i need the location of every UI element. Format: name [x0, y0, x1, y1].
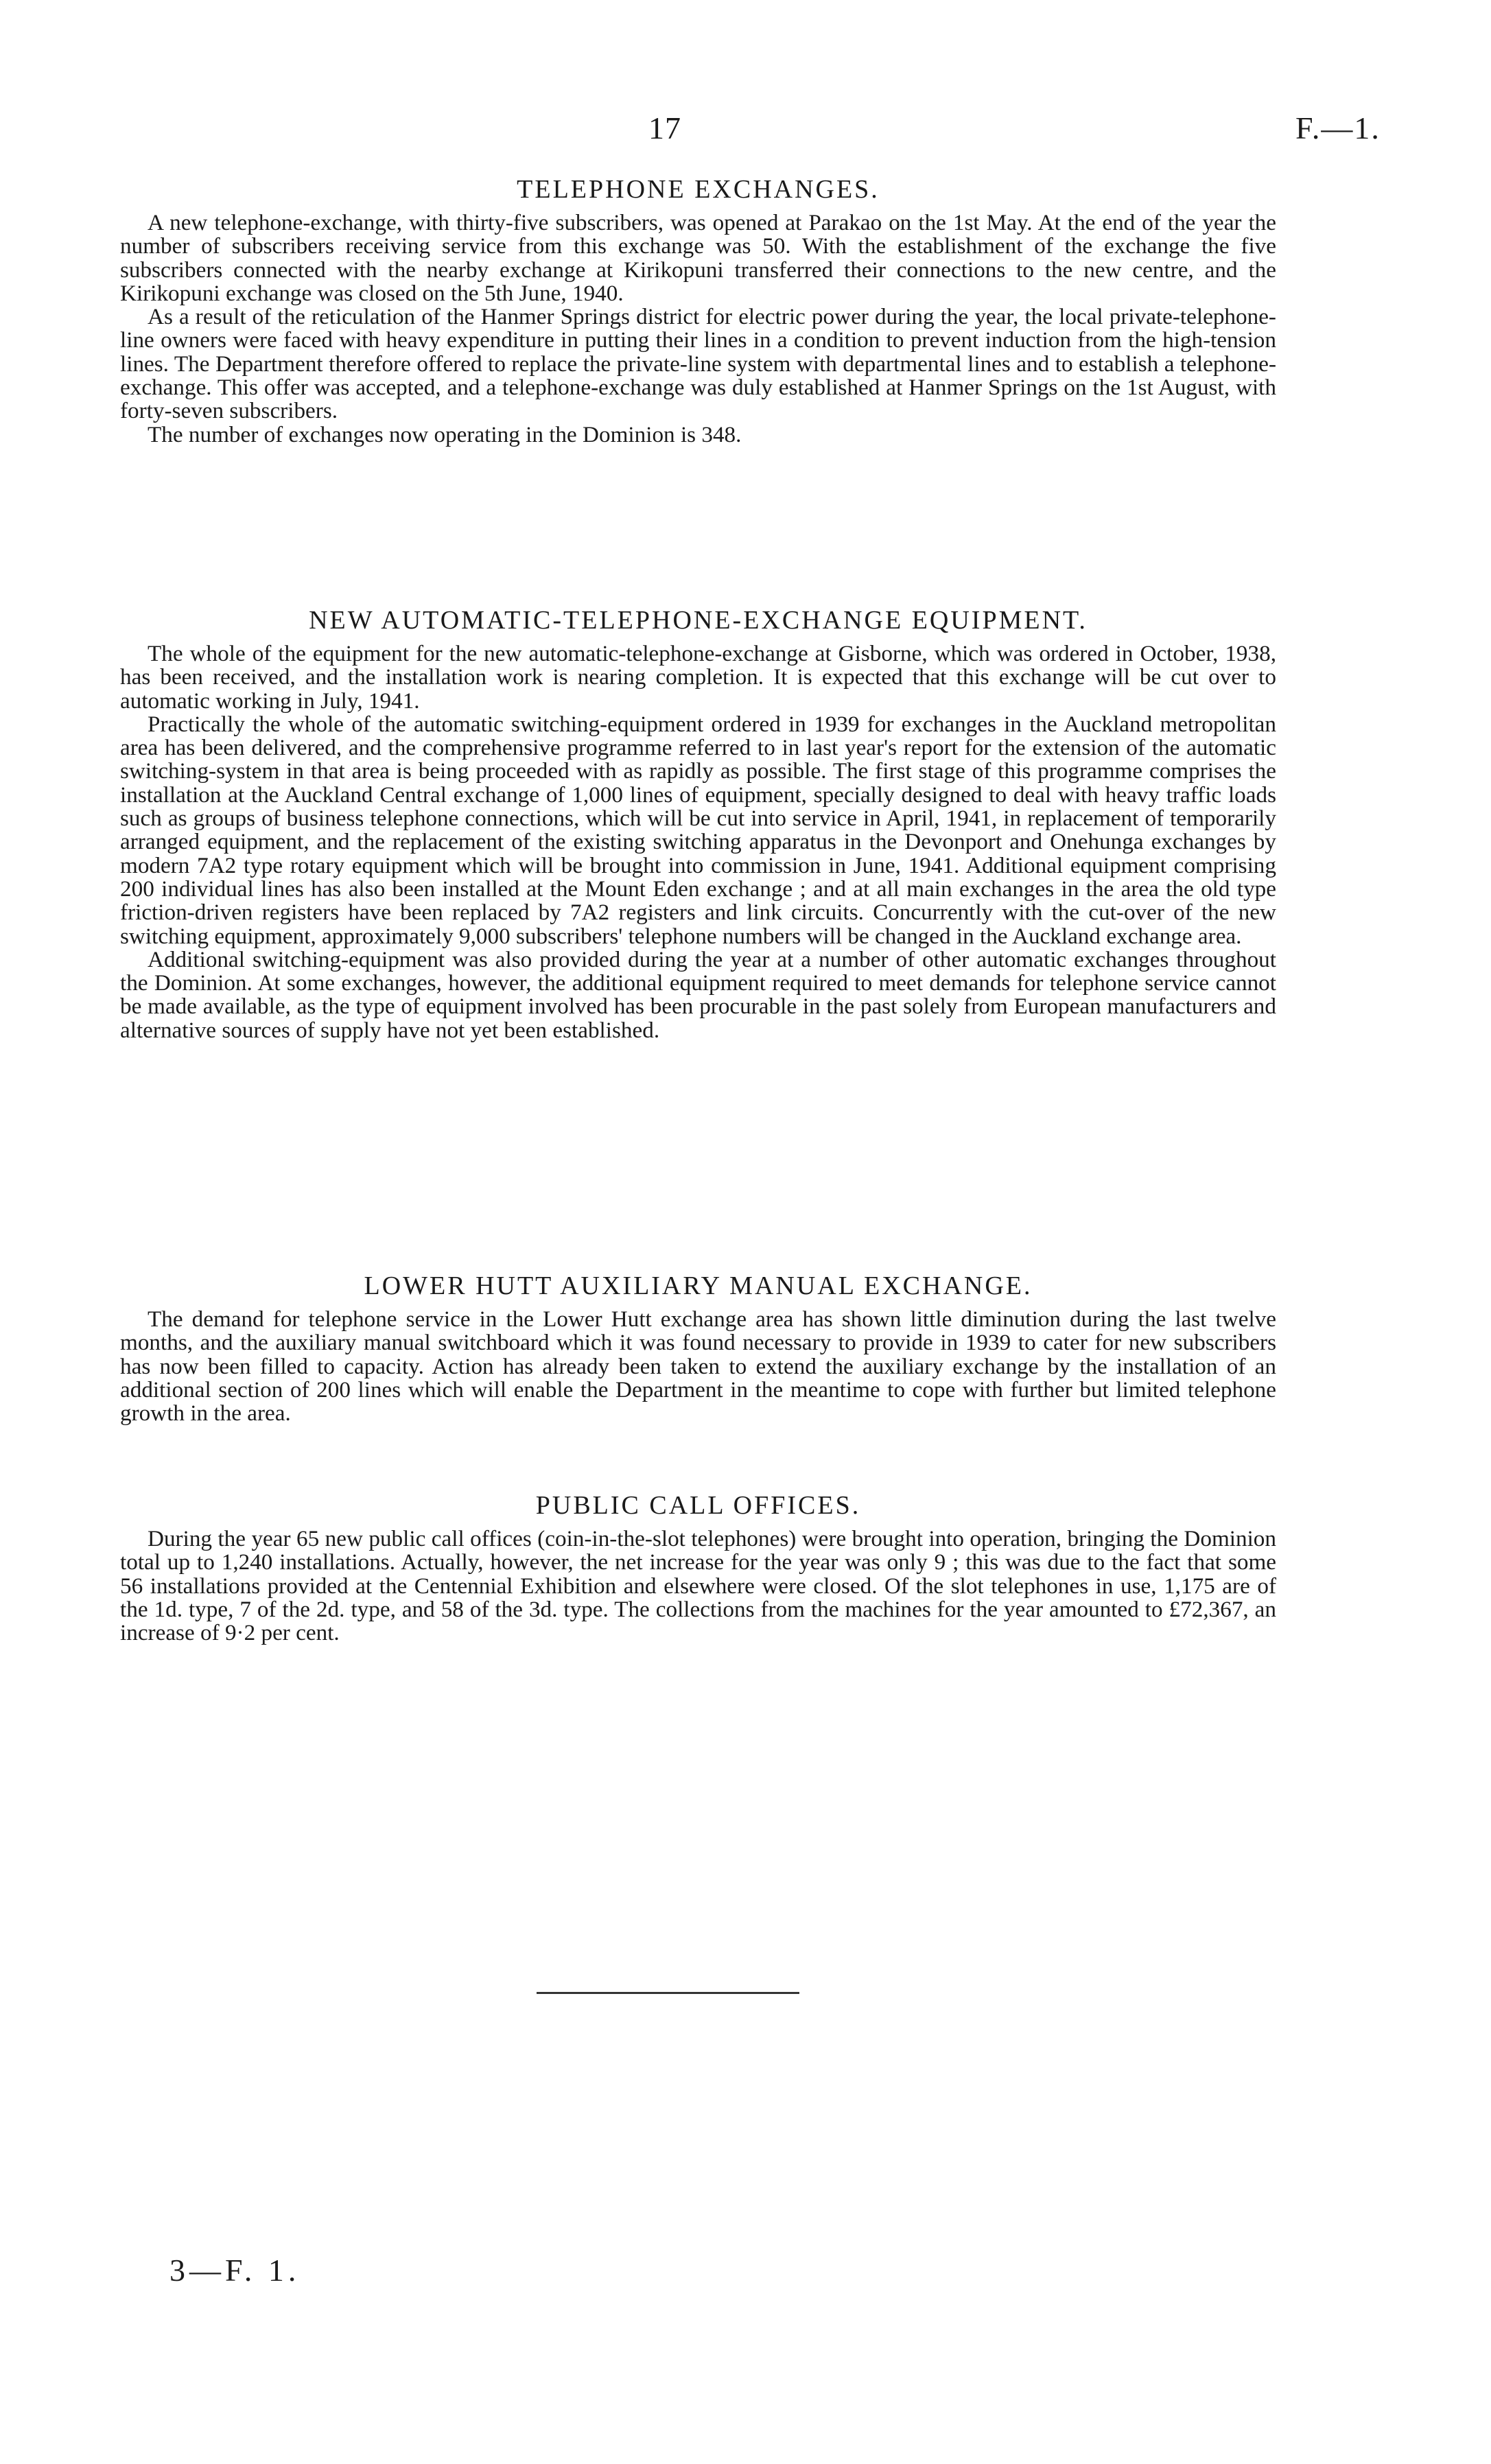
section-public-call-offices	[120, 1489, 1276, 1645]
paragraph: Additional switching-equipment was also provided during the year at a number of other automatic exchanges throughout the Dominion. At some exchanges, however, the additional equipment required to meet demands for telephone service cannot be made available, as the type of equipment involved has been procurable in the past solely from European manufacturers and alternative sources of supply have not yet been established.	[120, 946, 1276, 1043]
section-telephone-exchanges	[120, 173, 1276, 447]
section-heading: PUBLIC CALL OFFICES.	[535, 1491, 861, 1520]
paragraph: During the year 65 new public call offices (coin-in-the-slot telephones) were brought into operation, bringing the Dominion total up to 1,240 installations. Actually, however, the net increase for the year was only 9 ; this was due to the fact that some 56 installations provided at the Centennial Exhibition and elsewhere were closed. Of the slot telephones in use, 1,175 are of the 1d. type, 7 of the 2d. type, and 58 of the 3d. type. The collections from the machines for the year amounted to £72,367, an increase of 9·2 per cent.	[120, 1526, 1276, 1646]
section-automatic-exchange-equipment	[120, 604, 1276, 1042]
page-number: 17	[648, 110, 681, 145]
document-reference: F.—1.	[1295, 110, 1381, 145]
section-heading: LOWER HUTT AUXILIARY MANUAL EXCHANGE.	[364, 1271, 1033, 1300]
section-divider	[537, 1992, 799, 1994]
paragraph: The demand for telephone service in the Lower Hutt exchange area has shown little diminution during the last twelve months, and the auxiliary manual switchboard which it was found necessary to provide in 1939 to cater for new subscribers has now been filled to capacity. Action has already been taken to extend the auxiliary exchange by the installation of an additional section of 200 lines which will enable the Department in the meantime to cope with further but limited telephone growth in the area.	[120, 1306, 1276, 1427]
paragraph: Practically the whole of the automatic switching-equipment ordered in 1939 for exchanges in the Auckland metropolitan area has been delivered, and the comprehensive programme referred to in last year's report for the extension of the automatic switching-system in that area is being proceeded with as rapidly as possible. The first stage of this programme comprises the installation at the Auckland Central exchange of 1,000 lines of equipment, specially designed to deal with heavy traffic loads such as groups of business telephone connections, which will be cut into service in April, 1941, in replacement of temporarily arranged equipment, and the replacement of the existing switching apparatus in the Devonport and Onehunga exchanges by modern 7A2 type rotary equipment which will be brought into commission in June, 1941. Additional equipment comprising 200 individual lines has also been installed at the Mount Eden exchange ; and at all main exchanges in the area the old type friction-driven registers have been replaced by 7A2 registers and link circuits. Concurrently with the cut-over of the new switching equipment, approximately 9,000 subscribers' telephone numbers will be changed in the Auckland exchange area.	[120, 711, 1276, 949]
section-heading: TELEPHONE EXCHANGES.	[517, 175, 880, 204]
paragraph: A new telephone-exchange, with thirty-five subscribers, was opened at Parakao on the 1st May. At the end of the year the number of subscribers receiving service from this exchange was 50. With the establishment of the exchange the five subscribers connected with the nearby exchange at Kirikopuni transferred their connections to the new centre, and the Kirikopuni exchange was closed on the 5th June, 1940.	[120, 210, 1276, 306]
section-heading: NEW AUTOMATIC-TELEPHONE-EXCHANGE EQUIPMENT.	[309, 606, 1088, 635]
section-lower-hutt-exchange	[120, 1269, 1276, 1425]
footer-reference: 3—F. 1.	[169, 2253, 301, 2288]
paragraph: As a result of the reticulation of the Hanmer Springs district for electric power during the year, the local private-telephone-line owners were faced with heavy expenditure in putting their lines in a condition to prevent induction from the high-tension lines. The Department therefore offered to replace the private-line system with departmental lines and to establish a telephone-exchange. This offer was accepted, and a telephone-exchange was duly established at Hanmer Springs on the 1st August, with forty-seven subscribers.	[120, 304, 1276, 424]
paragraph: The whole of the equipment for the new automatic-telephone-exchange at Gisborne, which was ordered in October, 1938, has been received, and the installation work is nearing completion. It is expected that this exchange will be cut over to automatic working in July, 1941.	[120, 641, 1276, 714]
paragraph: The number of exchanges now operating in the Dominion is 348.	[148, 421, 742, 447]
